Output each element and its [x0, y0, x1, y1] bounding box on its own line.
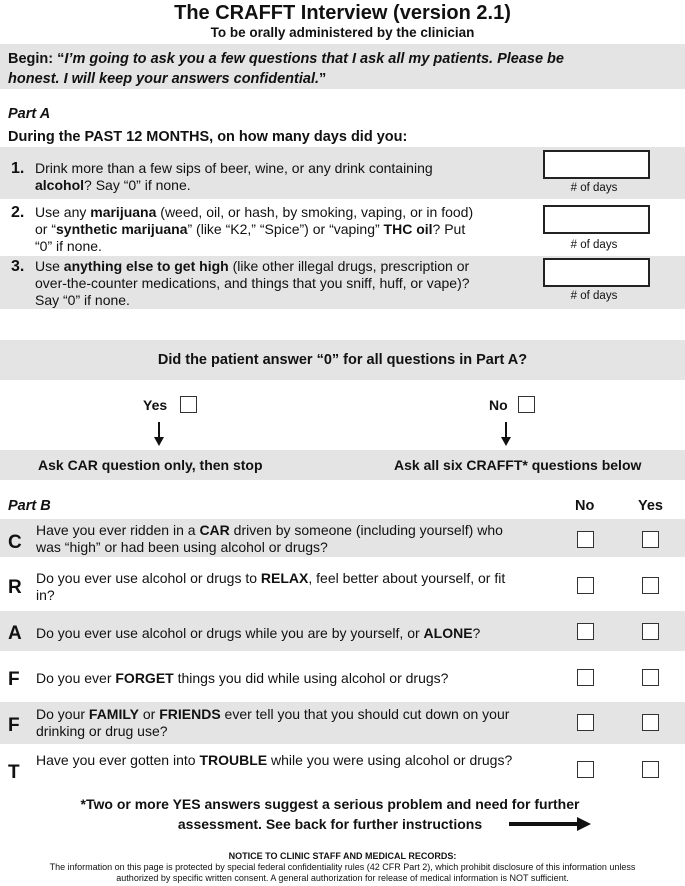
decision-no-checkbox[interactable]: [518, 396, 535, 413]
question-1-text: [35, 160, 485, 194]
begin-quote: I’m going to ask you a few questions that I ask all my patients. Please be honest. I will keep your answers confidential.: [8, 51, 564, 87]
row-a-text-b: ?: [472, 625, 481, 641]
quote-open: “: [57, 51, 65, 67]
row-f-forget-text-b: things you did while using alcohol or drugs?: [173, 670, 449, 686]
row-r-letter: R: [8, 577, 22, 598]
footnote-line-1: *Two or more YES answers suggest a serious problem and need for further: [80, 796, 580, 812]
row-r-text-b: , feel better about yourself, or fit in?: [36, 570, 506, 603]
row-f-family-text-bold-1: FAMILY: [88, 706, 139, 722]
row-f-forget-text-a: Do you ever: [36, 670, 116, 686]
q2-text-d: ? Put “0” if none.: [35, 221, 466, 254]
q1-text-b: ? Say “0” if none.: [84, 177, 191, 193]
question-1-days-input[interactable]: [543, 150, 650, 179]
decision-question: Did the patient answer “0” for all questions in Part A?: [157, 352, 528, 368]
q2-text-bold-2: synthetic marijuana: [56, 221, 188, 237]
row-r-yes-checkbox[interactable]: [642, 577, 659, 594]
q2-text-bold-1: marijuana: [90, 204, 157, 220]
row-f-family-no-checkbox[interactable]: [577, 714, 594, 731]
q1-text-bold: alcohol: [35, 177, 85, 193]
question-2-days-label: # of days: [570, 239, 618, 251]
row-f-forget-yes-checkbox[interactable]: [642, 669, 659, 686]
row-t-yes-checkbox[interactable]: [642, 761, 659, 778]
begin-lead: Begin:: [8, 51, 58, 67]
begin-instruction: [8, 49, 608, 89]
decision-yes-checkbox[interactable]: [180, 396, 197, 413]
question-1-days-label: # of days: [548, 180, 640, 196]
row-a-text-a: Do you ever use alcohol or drugs while you are by yourself, or: [36, 625, 424, 641]
notice-line-1: The information on this page is protected by special federal confidentiality rules (42 CFR Part 2), which prohibit disclosure of this information unless: [49, 862, 636, 872]
q2-text-b: (weed, oil, or hash, by smoking, vaping, or in food) or “: [35, 204, 474, 237]
row-c-yes-checkbox[interactable]: [642, 531, 659, 548]
row-c-text-bold: CAR: [199, 522, 230, 538]
row-r-question: [36, 570, 516, 604]
row-f-family-letter: F: [8, 715, 20, 736]
decision-yes-label: Yes: [143, 397, 168, 413]
q3-text-a: Use: [35, 258, 64, 274]
part-a-question: During the PAST 12 MONTHS, on how many days did you:: [8, 129, 408, 145]
row-c-text-a: Have you ever ridden in a: [36, 522, 200, 538]
question-2-text: [35, 204, 485, 255]
continue-arrow-shaft: [509, 822, 579, 826]
form-title: The CRAFFT Interview (version 2.1): [174, 2, 511, 24]
row-f-family-text-b: or: [138, 706, 160, 722]
no-action-text: Ask all six CRAFFT* questions below: [394, 457, 642, 473]
row-a-no-checkbox[interactable]: [577, 623, 594, 640]
row-t-question: [36, 752, 516, 769]
notice-body: [0, 862, 685, 884]
footnote-line-2: assessment. See back for further instructions: [177, 816, 483, 832]
question-1-number: 1.: [11, 160, 25, 177]
no-arrow-shaft: [505, 422, 507, 438]
row-r-text-bold: RELAX: [260, 570, 309, 586]
question-2-number: 2.: [11, 204, 25, 221]
row-f-family-question: [36, 706, 516, 740]
row-f-forget-letter: F: [8, 669, 20, 690]
row-t-letter: T: [8, 762, 20, 783]
row-a-question: [36, 625, 516, 642]
question-3-days-label: # of days: [548, 288, 640, 304]
q2-text-bold-3: THC oil: [383, 221, 433, 237]
row-c-question: [36, 522, 516, 556]
arrow-right-icon: [577, 817, 591, 831]
part-a-heading: Part A: [8, 106, 51, 122]
row-a-text-bold: ALONE: [423, 625, 473, 641]
row-f-family-text-c: ever tell you that you should cut down on your drinking or drug use?: [36, 706, 510, 739]
q3-text-b: (like other illegal drugs, prescription or over-the-counter medications, and things that you sniff, huff, or vape)? Say “0” if none.: [35, 258, 470, 308]
notice-title: NOTICE TO CLINIC STAFF AND MEDICAL RECORDS:: [228, 851, 457, 861]
notice-line-2: authorized by specific written consent. A general authorization for release of medical information is NOT sufficient.: [116, 873, 569, 883]
quote-close: ”: [319, 71, 327, 87]
row-r-no-checkbox[interactable]: [577, 577, 594, 594]
row-t-no-checkbox[interactable]: [577, 761, 594, 778]
question-3-days-input[interactable]: [543, 258, 650, 287]
row-t-text-a: Have you ever gotten into: [36, 752, 200, 768]
q2-text-c: ” (like “K2,” “Spice”) or “vaping”: [187, 221, 384, 237]
part-b-heading: Part B: [8, 498, 51, 514]
question-3-text: [35, 258, 485, 309]
row-f-forget-no-checkbox[interactable]: [577, 669, 594, 686]
row-c-letter: C: [8, 532, 22, 553]
row-f-forget-text-bold: FORGET: [115, 670, 174, 686]
row-t-text-b: while you were using alcohol or drugs?: [267, 752, 513, 768]
row-a-letter: A: [8, 623, 22, 644]
question-3-number: 3.: [11, 258, 25, 275]
row-f-family-text-a: Do your: [36, 706, 89, 722]
row-f-family-text-bold-2: FRIENDS: [159, 706, 221, 722]
yes-action-text: Ask CAR question only, then stop: [38, 457, 263, 473]
question-2-days-input[interactable]: [543, 205, 650, 234]
yes-arrow-shaft: [158, 422, 160, 438]
yes-arrow-down-icon: [154, 437, 164, 446]
decision-no-label: No: [489, 397, 508, 413]
row-a-yes-checkbox[interactable]: [642, 623, 659, 640]
row-r-text-a: Do you ever use alcohol or drugs to: [36, 570, 261, 586]
q3-text-bold: anything else to get high: [63, 258, 229, 274]
row-t-text-bold: TROUBLE: [199, 752, 268, 768]
column-no-header: No: [575, 498, 595, 514]
q1-text-a: Drink more than a few sips of beer, wine, or any drink containing: [35, 160, 433, 176]
q2-text-a: Use any: [35, 204, 91, 220]
row-c-text-b: driven by someone (including yourself) who was “high” or had been using alcohol or drugs?: [36, 522, 503, 555]
no-arrow-down-icon: [501, 437, 511, 446]
row-c-no-checkbox[interactable]: [577, 531, 594, 548]
form-subtitle: To be orally administered by the clinician: [210, 25, 475, 40]
column-yes-header: Yes: [638, 498, 663, 514]
row-f-forget-question: [36, 670, 516, 687]
row-f-family-yes-checkbox[interactable]: [642, 714, 659, 731]
